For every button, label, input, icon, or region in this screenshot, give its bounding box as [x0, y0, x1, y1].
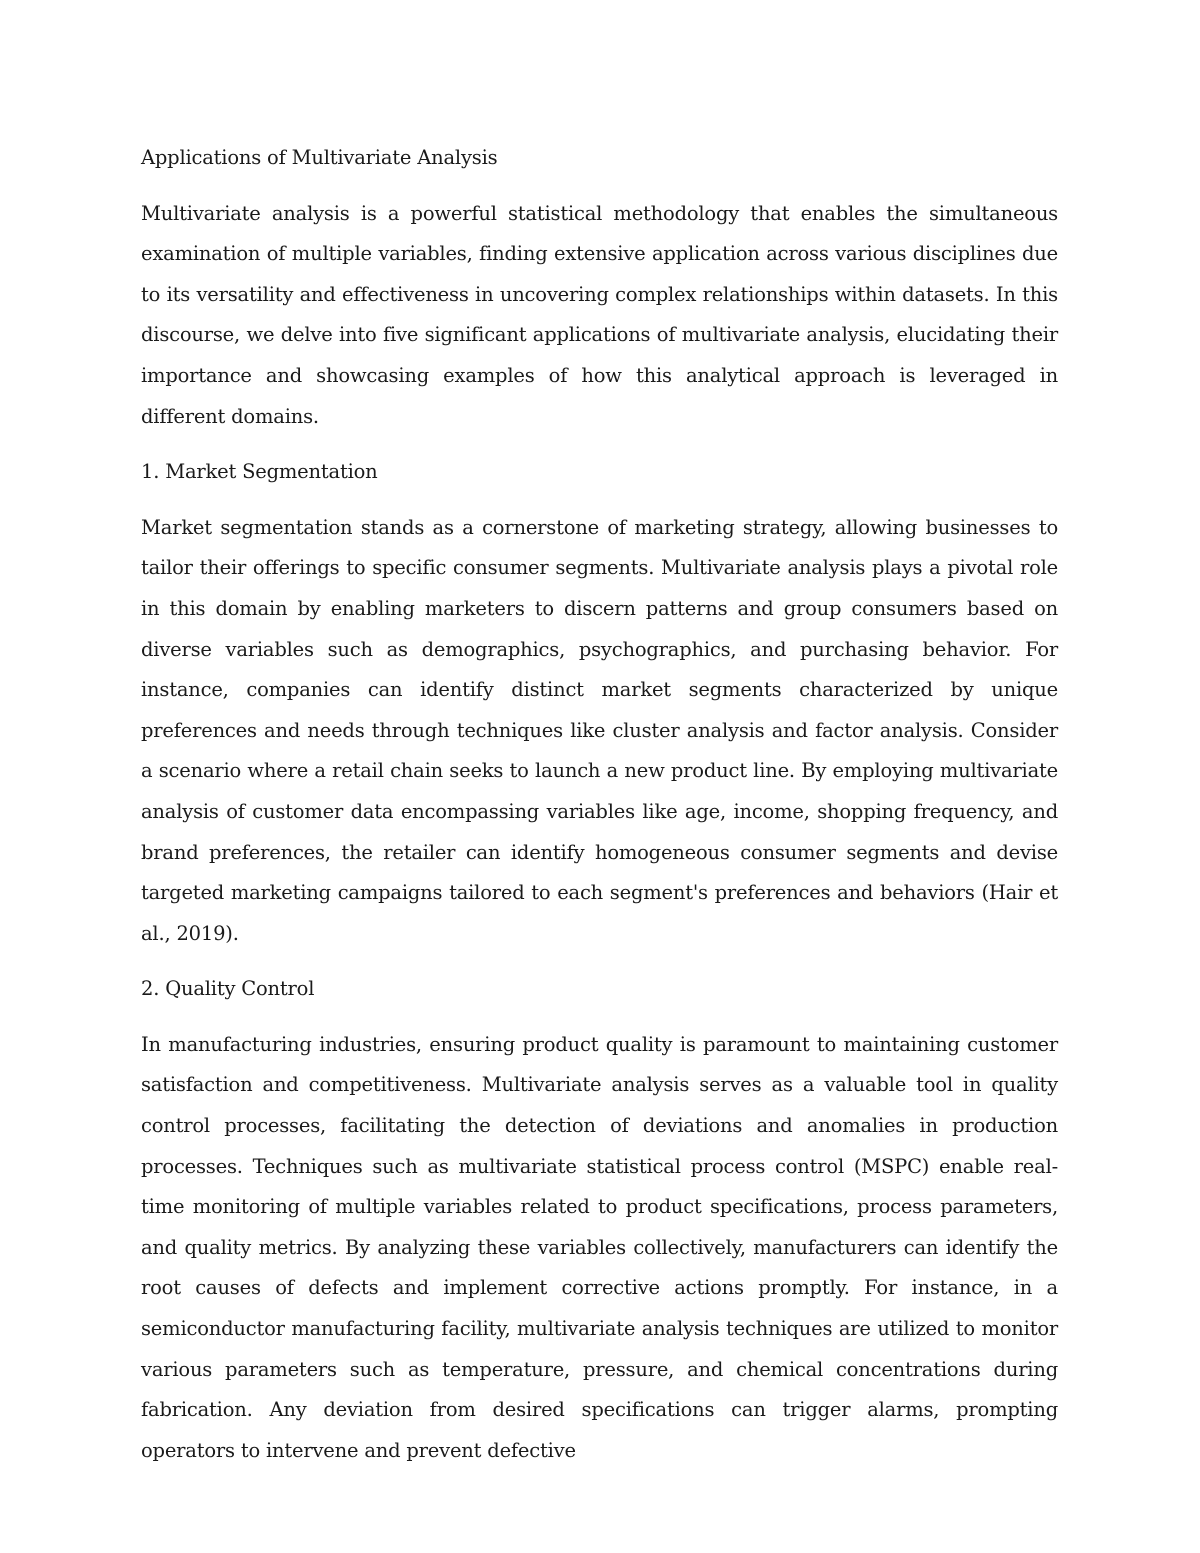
section-heading-market-segmentation: 1. Market Segmentation [141, 460, 378, 484]
section-body-quality-control: In manufacturing industries, ensuring product quality is paramount to maintaining customer satisfaction and competitiveness. Multivariate analysis serves as a valuable tool in quality control processes, facilitating the detection of deviations and anomalies in production processes. Techniques such as multivariate statistical process control (MSPC) enable real-time monitoring of multiple variables related to product specifications, process parameters, and quality metrics. By analyzing these variables collectively, manufacturers can identify the root causes of defects and implement corrective actions promptly. For instance, in a semiconductor manufacturing facility, multivariate analysis techniques are utilized to monitor various parameters such as temperature, pressure, and chemical concentrations during fabrication. Any deviation from desired specifications can trigger alarms, prompting operators to intervene and prevent defective [141, 1032, 1058, 1462]
section-body-market-segmentation: Market segmentation stands as a cornerstone of marketing strategy, allowing businesses to tailor their offerings to specific consumer segments. Multivariate analysis plays a pivotal role in this domain by enabling marketers to discern patterns and group consumers based on diverse variables such as demographics, psychographics, and purchasing behavior. For instance, companies can identify distinct market segments characterized by unique preferences and needs through techniques like cluster analysis and factor analysis. Consider a scenario where a retail chain seeks to launch a new product line. By employing multivariate analysis of customer data encompassing variables like age, income, shopping frequency, and brand preferences, the retailer can identify homogeneous consumer segments and devise targeted marketing campaigns tailored to each segment's preferences and behaviors (Hair et al., 2019). [141, 515, 1058, 945]
document-title: Applications of Multivariate Analysis [141, 146, 498, 169]
document-content [141, 138, 1058, 1486]
intro-paragraph: Multivariate analysis is a powerful statistical methodology that enables the simultaneous examination of multiple variables, finding extensive application across various disciplines due to its versatility and effectiveness in uncovering complex relationships within datasets. In this discourse, we delve into five significant applications of multivariate analysis, elucidating their importance and showcasing examples of how this analytical approach is leveraged in different domains. [141, 201, 1058, 428]
section-heading-quality-control: 2. Quality Control [141, 977, 315, 1001]
